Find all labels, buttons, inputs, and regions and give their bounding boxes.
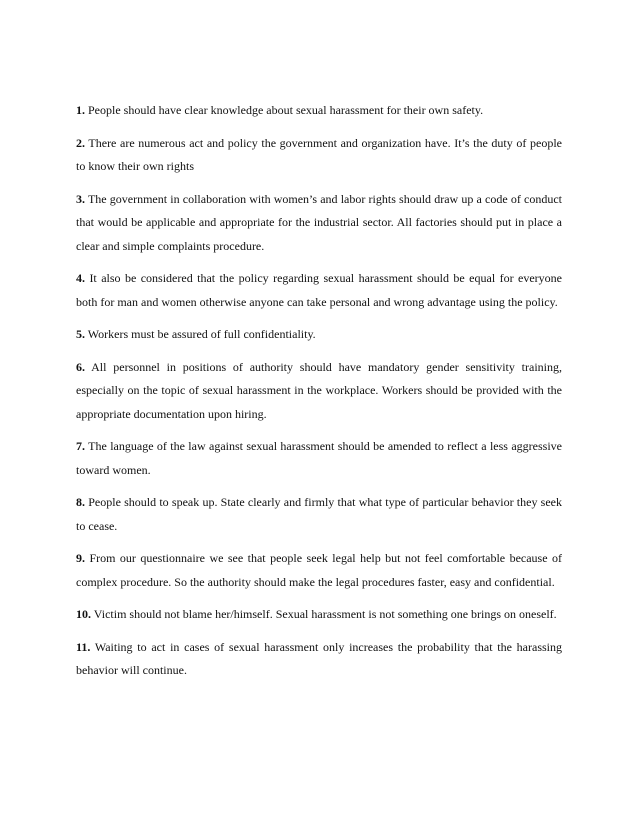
item-text: All personnel in positions of authority should have mandatory gender sensitivity training, especially on the topic of sexual harassment in the workplace. Workers should be provided with the appropriate documentation upon hiring. xyxy=(76,359,562,421)
list-item xyxy=(76,603,562,627)
list-item xyxy=(76,323,562,347)
item-number: 6. xyxy=(76,359,85,374)
item-number: 7. xyxy=(76,439,85,453)
item-number: 11. xyxy=(76,639,91,654)
item-text: Victim should not blame her/himself. Sexual harassment is not something one brings on oneself. xyxy=(93,607,557,621)
list-item xyxy=(76,99,562,123)
item-number: 2. xyxy=(76,135,85,150)
list-item xyxy=(76,132,562,179)
item-text: It also be considered that the policy regarding sexual harassment should be equal for everyone both for man and women otherwise anyone can take personal and wrong advantage using the policy. xyxy=(76,271,563,309)
item-text: Waiting to act in cases of sexual harassment only increases the probability that the harassing behavior will continue. xyxy=(76,639,562,677)
list-item xyxy=(76,267,562,314)
item-number: 5. xyxy=(76,327,85,341)
item-text: Workers must be assured of full confidentiality. xyxy=(87,327,316,341)
item-text: People should have clear knowledge about sexual harassment for their own safety. xyxy=(88,103,484,117)
list-item xyxy=(76,491,562,538)
list-item xyxy=(76,636,562,683)
item-text: People should to speak up. State clearly and firmly that what type of particular behavior they seek to cease. xyxy=(76,495,562,533)
item-number: 9. xyxy=(76,551,85,565)
item-number: 3. xyxy=(76,191,85,206)
list-item xyxy=(76,356,562,427)
item-text: There are numerous act and policy the government and organization have. It’s the duty of people to know their own rights xyxy=(76,135,562,173)
item-number: 10. xyxy=(76,607,91,621)
list-item xyxy=(76,188,562,259)
list-item xyxy=(76,547,562,594)
recommendations-list xyxy=(76,99,562,692)
item-number: 8. xyxy=(76,495,85,509)
item-text: The government in collaboration with women’s and labor rights should draw up a code of conduct that would be applicable and appropriate for the industrial sector. All factories should put in place a clear and simple complaints procedure. xyxy=(76,191,562,253)
item-number: 4. xyxy=(76,271,85,285)
item-number: 1. xyxy=(76,103,85,117)
list-item xyxy=(76,435,562,482)
item-text: The language of the law against sexual harassment should be amended to reflect a less aggressive toward women. xyxy=(76,439,562,477)
item-text: From our questionnaire we see that people seek legal help but not feel comfortable because of complex procedure. So the authority should make the legal procedures faster, easy and confidential. xyxy=(76,551,562,589)
